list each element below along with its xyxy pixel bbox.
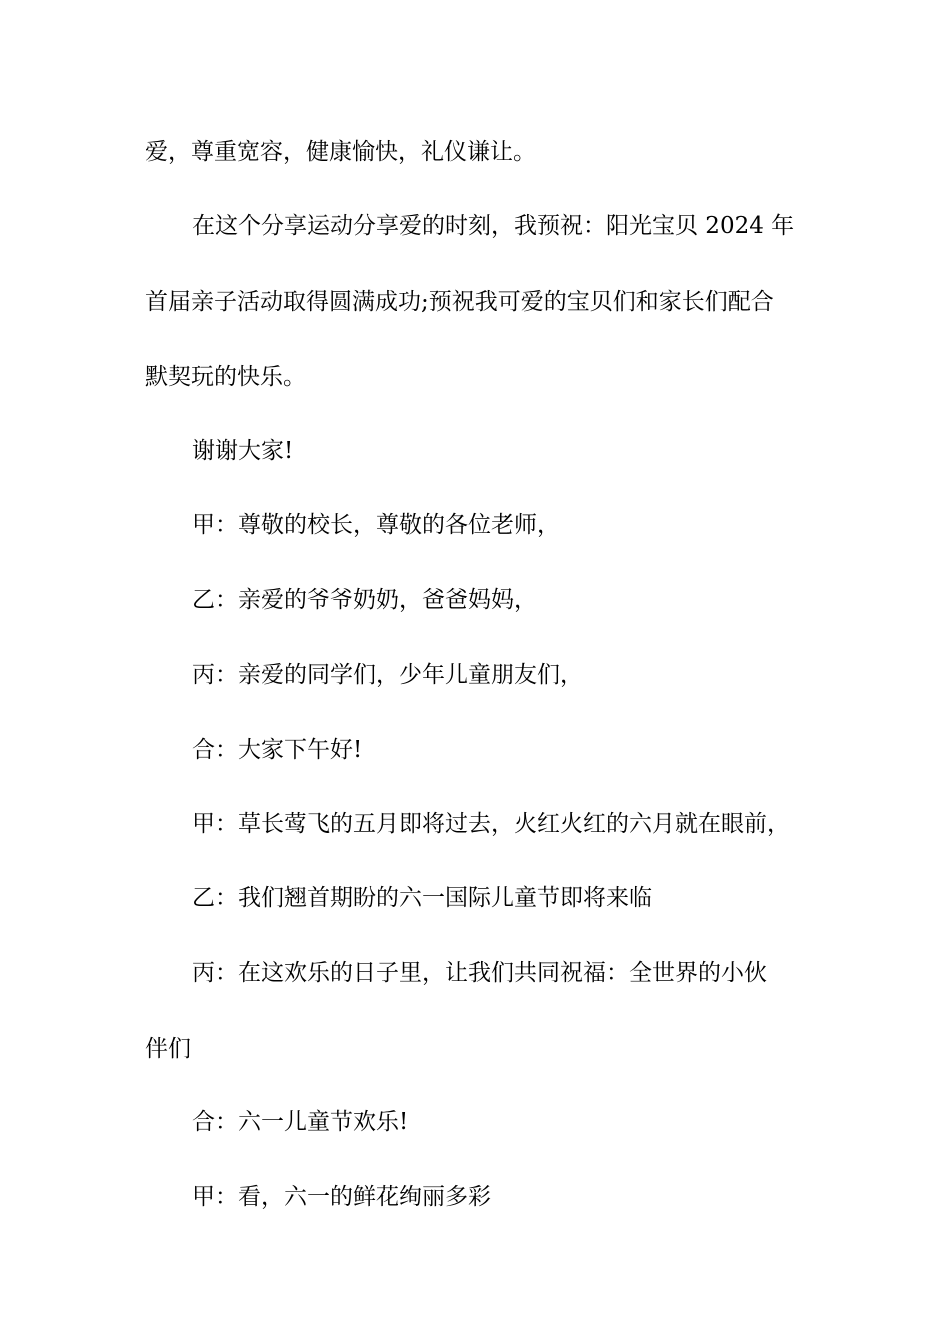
paragraph-line: 在这个分享运动分享爱的时刻，我预祝：阳光宝贝 2024 年: [192, 213, 795, 239]
paragraph-line: 伴们: [145, 1036, 191, 1062]
paragraph-line: 甲：尊敬的校长，尊敬的各位老师，: [192, 512, 560, 538]
paragraph-line: 甲：看，六一的鲜花绚丽多彩: [192, 1184, 491, 1210]
paragraph-line: 合：六一儿童节欢乐!: [192, 1109, 409, 1135]
paragraph-line: 谢谢大家!: [192, 438, 294, 464]
paragraph-line: 首届亲子活动取得圆满成功;预祝我可爱的宝贝们和家长们配合: [145, 289, 774, 315]
paragraph-line: 默契玩的快乐。: [145, 364, 306, 390]
paragraph-line: 合：大家下午好!: [192, 737, 363, 763]
paragraph-line: 乙：我们翘首期盼的六一国际儿童节即将来临: [192, 885, 652, 911]
paragraph-line: 甲：草长莺飞的五月即将过去，火红火红的六月就在眼前，: [192, 811, 790, 837]
paragraph-line: 丙：亲爱的同学们，少年儿童朋友们，: [192, 662, 583, 688]
paragraph-line: 丙：在这欢乐的日子里，让我们共同祝福：全世界的小伙: [192, 960, 767, 986]
paragraph-line: 爱，尊重宽容，健康愉快，礼仪谦让。: [145, 139, 536, 165]
paragraph-line: 乙：亲爱的爷爷奶奶，爸爸妈妈，: [192, 587, 537, 613]
